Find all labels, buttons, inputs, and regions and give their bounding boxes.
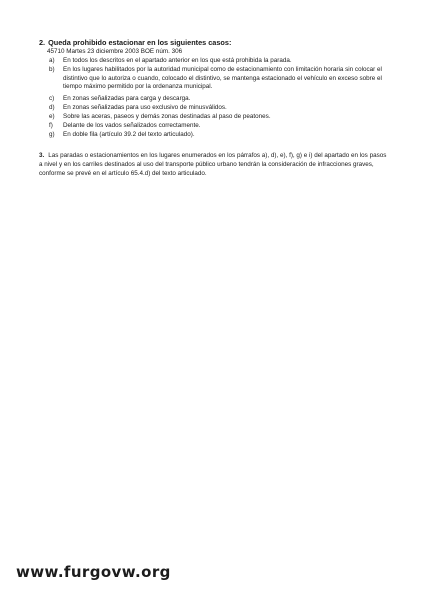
list-item-text: En todos los descritos en el apartado anterior en los que está prohibida la parada. bbox=[63, 57, 292, 64]
list-item-text: En zonas señalizadas para carga y descarga. bbox=[63, 95, 191, 102]
section-3-paragraph bbox=[39, 151, 387, 179]
list-item-text: En doble fila (artículo 39.2 del texto articulado). bbox=[63, 131, 195, 138]
list-item-f bbox=[49, 122, 394, 131]
list-item-label: e) bbox=[49, 113, 55, 120]
list-item-label: a) bbox=[49, 57, 55, 64]
list-item-label: d) bbox=[49, 104, 55, 111]
list-item-e bbox=[49, 113, 394, 122]
list-item-label: f) bbox=[49, 122, 53, 129]
site-watermark: www.furgovw.org bbox=[16, 563, 171, 581]
section-3-text: Las paradas o estacionamientos en los lugares enumerados en los párrafos a), d), e), f), g) e i) del apartado en los pasos a nivel y en los carriles destinados al uso del transporte público urbano tendrán la consideración de infracciones graves, conforme se prevé en el artículo 65.4.d) del texto articulado. bbox=[39, 152, 387, 178]
section-3-number: 3. bbox=[39, 152, 45, 159]
list-item-text: Sobre las aceras, paseos y demás zonas destinadas al paso de peatones. bbox=[63, 113, 271, 120]
section-2-number: 2. bbox=[39, 38, 46, 47]
section-2-heading bbox=[39, 38, 231, 47]
list-item-text: En zonas señalizadas para uso exclusivo de minusválidos. bbox=[63, 104, 227, 111]
list-item-b bbox=[49, 66, 394, 92]
list-item-label: b) bbox=[49, 66, 55, 73]
list-item-d bbox=[49, 104, 394, 113]
list-item-label: g) bbox=[49, 131, 55, 138]
list-item-c bbox=[49, 95, 394, 104]
list-item-a bbox=[49, 57, 394, 66]
list-item-text: En los lugares habilitados por la autoridad municipal como de estacionamiento con limitación horaria sin colocar el distintivo que lo autoriza o cuando, colocado el distintivo, se mantenga estacionado el vehículo en exceso sobre el tiempo máximo permitido por la ordenanza municipal. bbox=[63, 66, 382, 91]
boe-reference: 45710 Martes 23 diciembre 2003 BOE núm. 306 bbox=[47, 48, 183, 55]
section-2-title: Queda prohibido estacionar en los siguientes casos: bbox=[48, 38, 232, 47]
list-item-label: c) bbox=[49, 95, 55, 102]
list-item-text: Delante de los vados señalizados correctamente. bbox=[63, 122, 201, 129]
list-item-g bbox=[49, 131, 394, 140]
